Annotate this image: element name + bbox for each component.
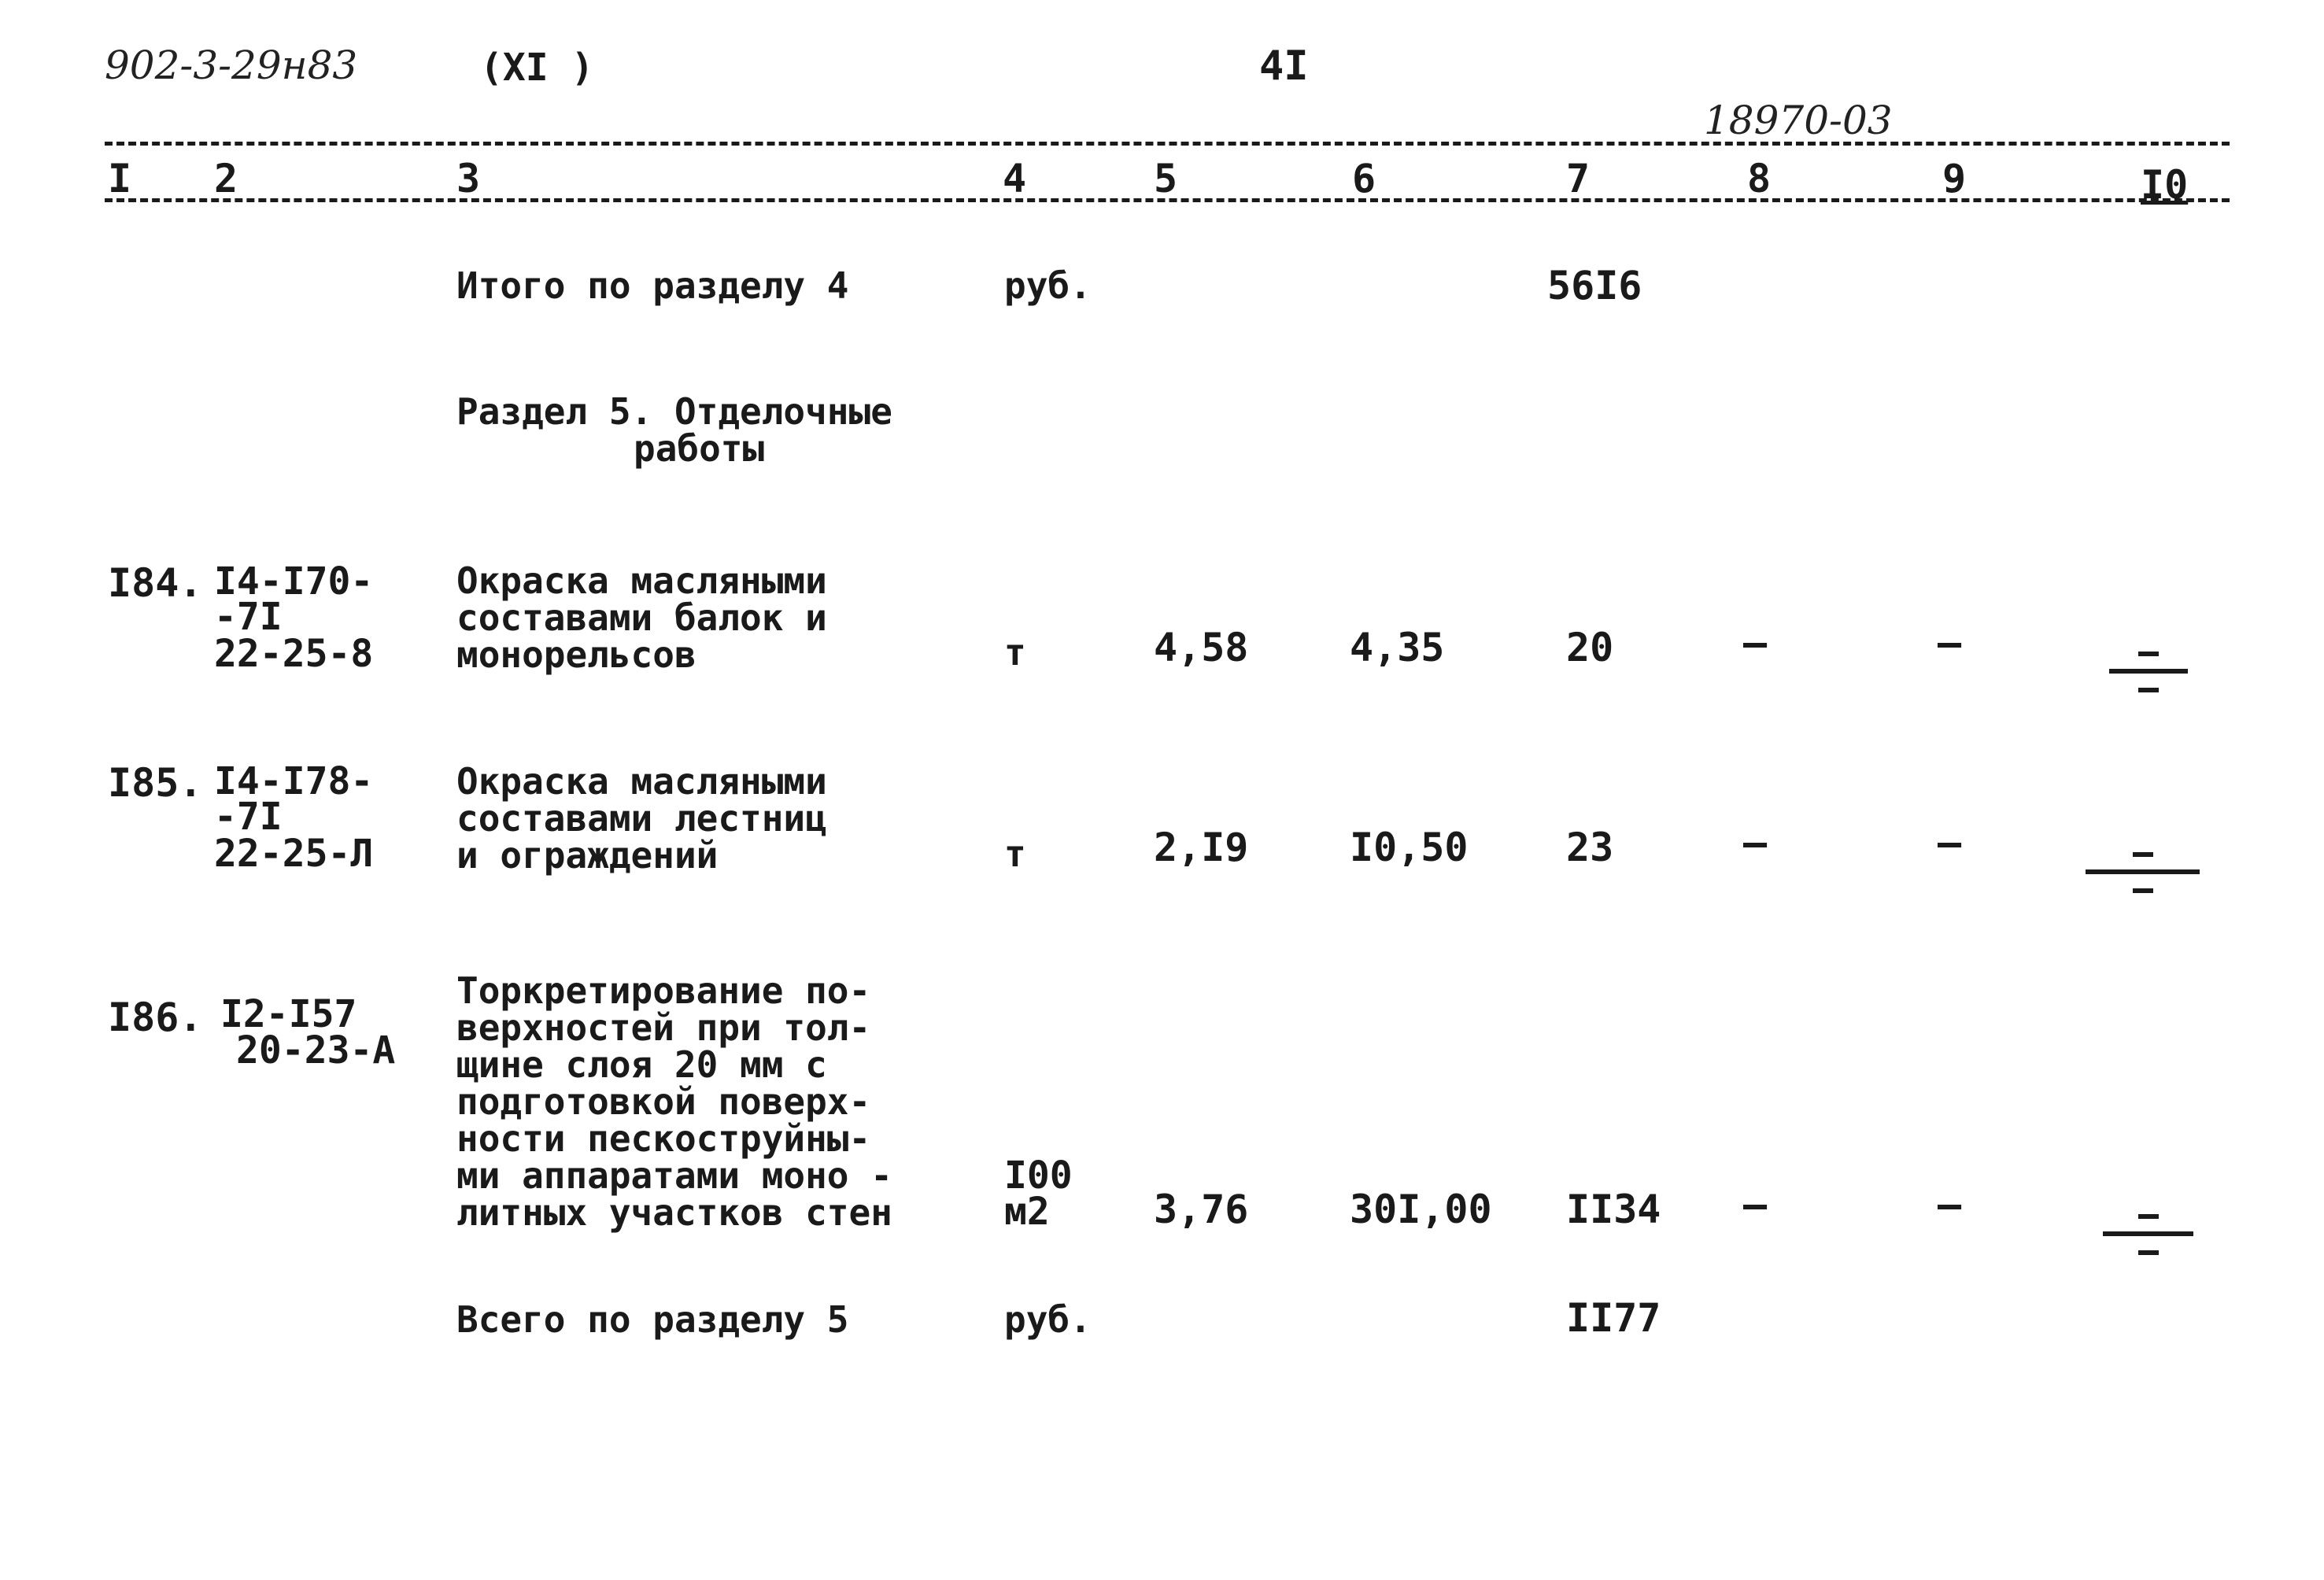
- section4-total-unit: руб.: [1004, 264, 1092, 307]
- row-description-line5: ности пескоструйны-: [456, 1117, 871, 1160]
- row-code-line3: 22-25-Л: [214, 832, 374, 876]
- row-col9: –: [1938, 1182, 1962, 1227]
- row-code-line2: -7I: [214, 595, 283, 639]
- row-description-line2: составами лестниц: [456, 797, 827, 840]
- row-code-line1: I2-I57: [220, 992, 357, 1036]
- row-description-line7: литных участков стен: [456, 1191, 892, 1234]
- section5-total-value: II77: [1566, 1295, 1661, 1341]
- row-description-line3: щине слоя 20 мм с: [456, 1043, 827, 1086]
- row-unit-line1: I00: [1004, 1154, 1073, 1198]
- row-col5: 3,76: [1154, 1187, 1249, 1232]
- row-col9: –: [1938, 820, 1962, 866]
- row-unit-line2: м2: [1004, 1190, 1050, 1234]
- division-symbol: [2086, 846, 2200, 901]
- row-unit: т: [1004, 832, 1026, 875]
- division-symbol: [2109, 645, 2188, 700]
- row-unit: т: [1004, 631, 1026, 674]
- row-description-line3: и ограждений: [456, 834, 719, 877]
- row-col5: 4,58: [1154, 625, 1249, 670]
- row-description-line1: Окраска масляными: [456, 559, 827, 602]
- volume-label: (XI ): [480, 46, 594, 90]
- row-description-line1: Торкретирование по-: [456, 969, 871, 1012]
- row-description-line2: составами балок и: [456, 596, 827, 639]
- row-code-line2: 20-23-А: [236, 1028, 396, 1072]
- section5-title-line2: работы: [634, 427, 765, 470]
- row-description-line2: верхностей при тол-: [456, 1006, 871, 1049]
- section5-total-unit: руб.: [1004, 1298, 1092, 1341]
- row-col7: 23: [1566, 825, 1614, 870]
- row-col5: 2,I9: [1154, 825, 1249, 870]
- row-code-line1: I4-I70-: [214, 559, 374, 604]
- header-rule-top: [105, 142, 2230, 146]
- column-header-9: 9: [1942, 156, 1967, 201]
- row-col9: –: [1938, 620, 1962, 666]
- column-header-8: 8: [1747, 156, 1772, 201]
- column-header-7: 7: [1566, 156, 1591, 201]
- column-header-1: I: [108, 156, 132, 201]
- row-col6: 30I,00: [1350, 1187, 1492, 1232]
- row-description-line3: монорельсов: [456, 633, 696, 676]
- row-description-line4: подготовкой поверх-: [456, 1080, 871, 1123]
- row-col8: –: [1743, 1182, 1768, 1227]
- page-number: 4I: [1259, 42, 1309, 90]
- row-col8: –: [1743, 620, 1768, 666]
- row-code-line2: -7I: [214, 795, 283, 839]
- sheet-reference: 18970-03: [1704, 98, 1893, 143]
- row-number: I84.: [108, 560, 203, 606]
- row-number: I86.: [108, 995, 203, 1040]
- column-header-4: 4: [1003, 156, 1027, 201]
- section4-total-value: 56I6: [1547, 263, 1642, 308]
- row-col7: 20: [1566, 625, 1614, 670]
- column-header-10: I0: [2141, 162, 2189, 208]
- section5-title-line1: Раздел 5. Отделочные: [456, 390, 892, 433]
- section4-total-label: Итого по разделу 4: [456, 264, 849, 307]
- row-col7: II34: [1566, 1187, 1661, 1232]
- column-header-5: 5: [1154, 156, 1178, 201]
- row-description-line1: Окраска масляными: [456, 760, 827, 803]
- document-code: 902-3-29н83: [105, 42, 358, 88]
- column-header-2: 2: [214, 156, 238, 201]
- row-number: I85.: [108, 760, 203, 806]
- row-code-line1: I4-I78-: [214, 759, 374, 803]
- row-col6: 4,35: [1350, 625, 1445, 670]
- row-code-line3: 22-25-8: [214, 632, 374, 676]
- row-col8: –: [1743, 820, 1768, 866]
- section5-total-label: Всего по разделу 5: [456, 1298, 849, 1341]
- division-symbol: [2103, 1208, 2193, 1263]
- row-col6: I0,50: [1350, 825, 1469, 870]
- column-header-6: 6: [1352, 156, 1376, 201]
- column-header-3: 3: [456, 156, 481, 201]
- row-description-line6: ми аппаратами моно -: [456, 1154, 892, 1197]
